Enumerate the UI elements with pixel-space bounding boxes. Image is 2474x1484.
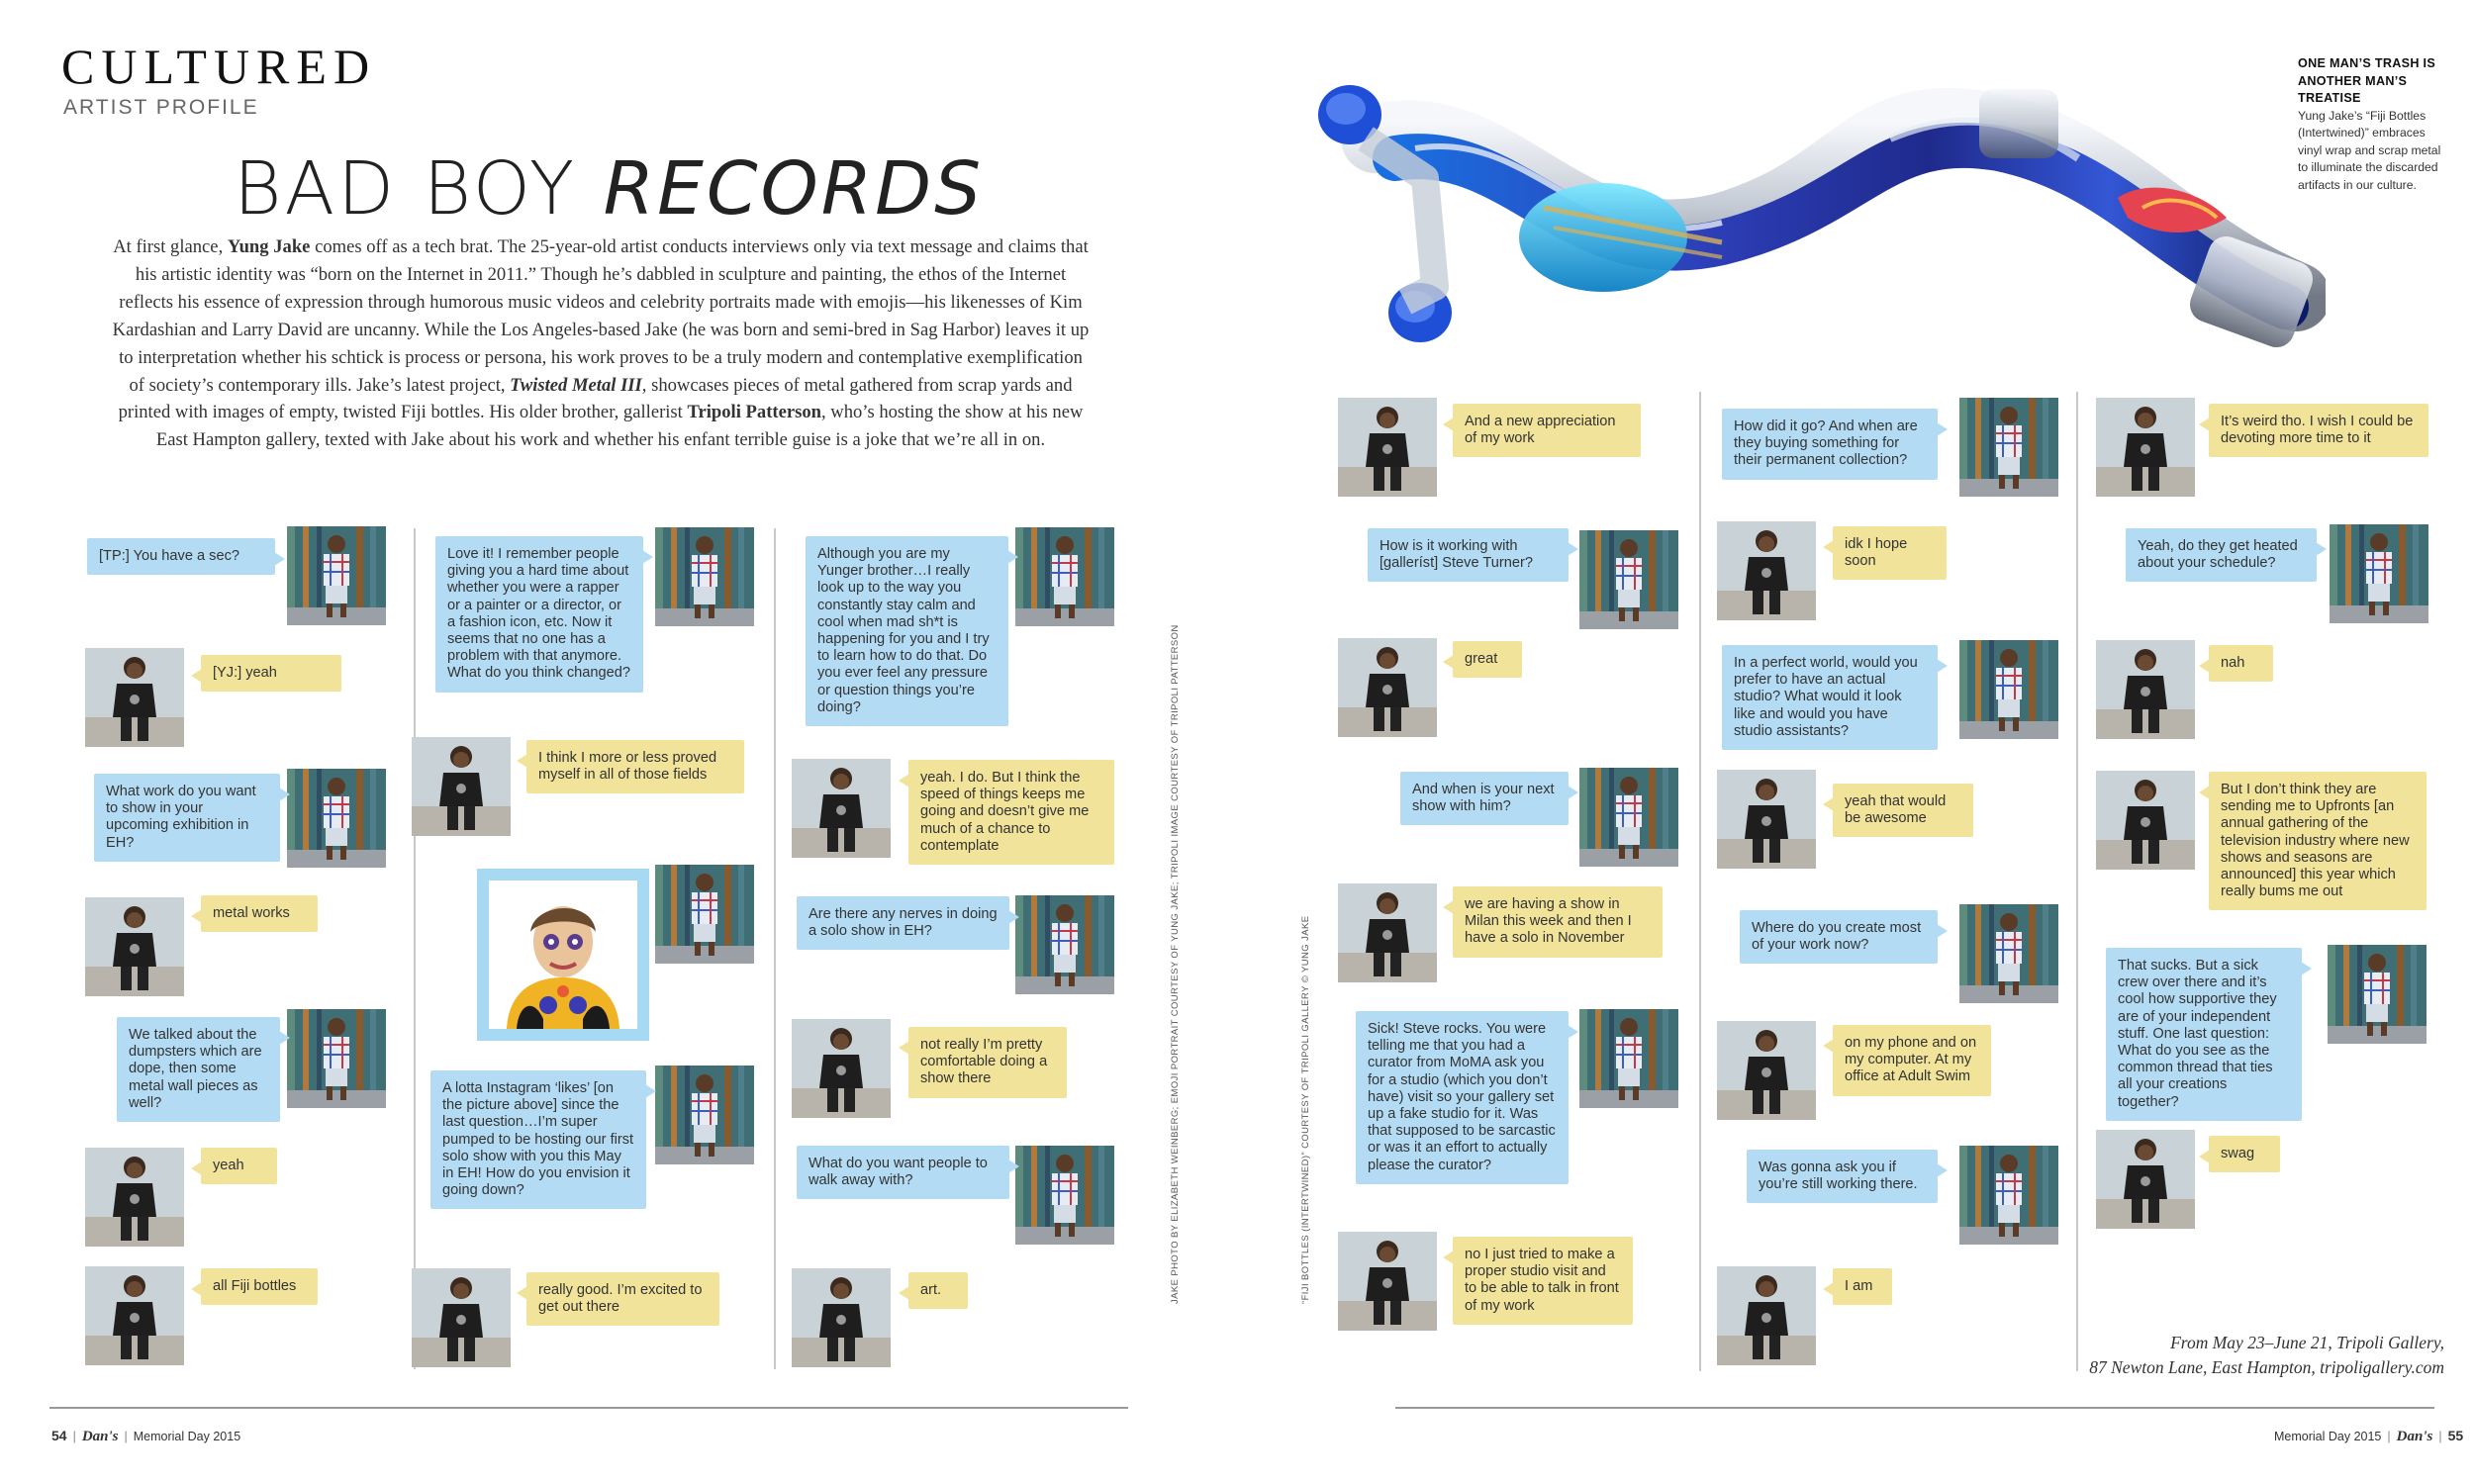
exhibition-address: 87 Newton Lane, East Hampton, tripoligallery.com [2089, 1357, 2444, 1377]
avatar-tripoli [1959, 904, 2058, 1003]
intro-text: At first glance, [113, 236, 228, 257]
message-tripoli: Although you are my Yunger brother…I really look up to the way you constantly stay calm and cool when mad sh*t is happening for you and I try to learn how to do that. Do you ever feel any pressure or question things you’re doing? [806, 536, 1008, 726]
artwork-caption [2298, 55, 2446, 194]
message-tripoli: That sucks. But a sick crew over there and it’s cool how supportive they are of your independent stuff. One last question: What do you see as the common thread that ties all your creations together? [2106, 948, 2302, 1121]
emoji-portrait-frame [477, 869, 649, 1041]
avatar-tripoli [1959, 640, 2058, 739]
exhibition-dates: From May 23–June 21, Tripoli Gallery, [2170, 1333, 2444, 1352]
message-tripoli: What do you want people to walk away with? [797, 1146, 1009, 1199]
message-jake: I am [1833, 1268, 1892, 1305]
avatar-tripoli [1015, 1146, 1114, 1245]
avatar-tripoli [287, 769, 386, 868]
issue-label-right: Memorial Day 2015 [2274, 1430, 2382, 1443]
avatar-tripoli [287, 526, 386, 625]
message-jake: yeah [201, 1148, 277, 1184]
column-divider [414, 528, 416, 1369]
intro-emphasis: Tripoli Patterson [687, 402, 821, 423]
message-tripoli: Yeah, do they get heated about your schedule? [2126, 528, 2317, 582]
avatar-tripoli [1579, 768, 1678, 867]
emoji-portrait-image [489, 881, 637, 1029]
avatar-jake [2096, 640, 2195, 739]
message-tripoli: Where do you create most of your work now? [1740, 910, 1938, 964]
message-tripoli: We talked about the dumpsters which are dope, then some metal wall pieces as well? [117, 1017, 280, 1122]
avatar-jake [792, 759, 891, 858]
avatar-jake [1717, 1266, 1816, 1365]
message-tripoli: Love it! I remember people giving you a hard time about whether you were a rapper or a painter or a director, or a fashion icon, etc. Now it seems that no one has a problem with that anymore. What do you think changed? [435, 536, 643, 693]
avatar-jake [85, 1148, 184, 1247]
intro-text: , who’s hosting the show at his new East Hampton gallery, texted with Jake about his work and whether his enfant terrible guise is a joke that we’re all in on. [155, 402, 1084, 451]
magazine-logo-left: Dan's [81, 1429, 119, 1444]
message-tripoli: Sick! Steve rocks. You were telling me that you had a curator from MoMA ask you for a studio (which you don’t have) visit so your gallery set up a fake studio for it. Was that supposed to be sarcastic or was it an effort to actually please the curator? [1356, 1011, 1569, 1184]
issue-label-left: Memorial Day 2015 [133, 1430, 241, 1443]
photo-credit-left: JAKE PHOTO BY ELIZABETH WEINBERG; EMOJI PORTRAIT COURTESY OF YUNG JAKE; TRIPOLI IMAGE COURTESY OF TRIPOLI PATTERSON [1170, 624, 1181, 1304]
message-jake: nah [2209, 645, 2273, 682]
column-divider [2076, 392, 2078, 1371]
headline-plain: BAD BOY [234, 146, 604, 232]
message-jake: yeah that would be awesome [1833, 784, 1973, 837]
page-number-left: 54 [51, 1428, 67, 1443]
message-tripoli: What work do you want to show in your upcoming exhibition in EH? [94, 774, 280, 862]
message-jake: metal works [201, 895, 318, 932]
intro-text: , showcases pieces of metal gathered from scrap yards and printed with images of empty, twisted Fiji bottles. His older brother, gallerist [118, 374, 1073, 423]
avatar-tripoli [2330, 524, 2428, 623]
avatar-jake [1338, 1232, 1437, 1331]
avatar-jake [792, 1019, 891, 1118]
avatar-tripoli [1959, 1146, 2058, 1245]
message-jake: on my phone and on my computer. At my office at Adult Swim [1833, 1025, 1991, 1096]
message-jake: not really I’m pretty comfortable doing a show there [908, 1027, 1067, 1098]
intro-emphasis: Yung Jake [227, 236, 311, 257]
exhibition-info [1940, 1331, 2444, 1380]
avatar-tripoli [287, 1009, 386, 1108]
section-label: ARTIST PROFILE [63, 96, 259, 119]
magazine-brand: CULTURED [61, 39, 377, 94]
message-jake: And a new appreciation of my work [1453, 404, 1641, 457]
avatar-tripoli [1015, 895, 1114, 994]
message-tripoli: How did it go? And when are they buying something for their permanent collection? [1722, 409, 1938, 480]
message-jake: [YJ:] yeah [201, 655, 341, 692]
message-jake: great [1453, 641, 1522, 678]
message-tripoli: And when is your next show with him? [1400, 772, 1569, 825]
message-jake: no I just tried to make a proper studio visit and to be able to talk in front of my work [1453, 1237, 1633, 1325]
intro-paragraph [111, 233, 1091, 454]
message-jake: all Fiji bottles [201, 1268, 318, 1305]
footer-right: Memorial Day 2015 | Dan's | 55 [2274, 1428, 2464, 1444]
avatar-jake [1338, 883, 1437, 982]
avatar-jake [412, 737, 511, 836]
avatar-tripoli [2328, 945, 2426, 1044]
column-divider [1699, 392, 1701, 1371]
avatar-jake [2096, 771, 2195, 870]
avatar-jake [1717, 1021, 1816, 1120]
message-jake: we are having a show in Milan this week and then I have a solo in November [1453, 886, 1663, 958]
message-jake: idk I hope soon [1833, 526, 1947, 580]
message-tripoli: Was gonna ask you if you’re still working there. [1747, 1150, 1938, 1203]
avatar-tripoli [655, 527, 754, 626]
avatar-jake [792, 1268, 891, 1367]
intro-emphasis: Twisted Metal III [510, 374, 642, 396]
message-jake: yeah. I do. But I think the speed of things keeps me going and doesn’t give me much of a chance to contemplate [908, 760, 1114, 865]
avatar-tripoli [1579, 1009, 1678, 1108]
avatar-jake [85, 1266, 184, 1365]
caption-body: Yung Jake’s “Fiji Bottles (Intertwined)” embraces vinyl wrap and scrap metal to illuminate the discarded artifacts in our culture. [2298, 108, 2441, 192]
magazine-logo-right: Dan's [2396, 1429, 2433, 1444]
message-jake: It’s weird tho. I wish I could be devoting more time to it [2209, 404, 2428, 457]
avatar-jake [412, 1268, 511, 1367]
message-tripoli: [TP:] You have a sec? [87, 538, 275, 575]
message-jake: I think I more or less proved myself in all of those fields [526, 740, 744, 793]
footer-left: 54 | Dan's | Memorial Day 2015 [51, 1428, 241, 1444]
avatar-jake [1717, 770, 1816, 869]
avatar-jake [2096, 1130, 2195, 1229]
avatar-jake [2096, 398, 2195, 497]
message-jake: art. [908, 1272, 968, 1309]
avatar-tripoli [1579, 530, 1678, 629]
message-tripoli: Are there any nerves in doing a solo show in EH? [797, 896, 1009, 950]
caption-title: ONE MAN’S TRASH IS ANOTHER MAN’S TREATISE [2298, 56, 2436, 105]
message-tripoli: A lotta Instagram ‘likes’ [on the picture above] since the last question…I’m super pumped to be hosting our first solo show with you this May in EH! How do you envision it going down? [430, 1070, 646, 1209]
avatar-jake [1338, 398, 1437, 497]
headline-italic: RECORDS [603, 146, 985, 232]
message-jake: But I don’t think they are sending me to Upfronts [an annual gathering of the television industry where new shows and seasons are announced] this year which really bums me out [2209, 772, 2426, 910]
message-jake: really good. I’m excited to get out there [526, 1272, 719, 1326]
article-headline [234, 146, 984, 232]
message-tripoli: How is it working with [galleríst] Steve Turner? [1368, 528, 1569, 582]
footer-rule-left [49, 1407, 1128, 1409]
avatar-jake [1717, 521, 1816, 620]
avatar-tripoli [655, 1066, 754, 1164]
avatar-jake [85, 897, 184, 996]
footer-rule-right [1395, 1407, 2434, 1409]
page-number-right: 55 [2447, 1428, 2464, 1443]
column-divider [774, 528, 776, 1369]
avatar-tripoli [1015, 527, 1114, 626]
message-tripoli: In a perfect world, would you prefer to have an actual studio? What would it look like and would you have studio assistants? [1722, 645, 1938, 750]
message-jake: swag [2209, 1136, 2280, 1172]
fiji-bottles-artwork [1306, 69, 2326, 386]
avatar-jake [85, 648, 184, 747]
avatar-jake [1338, 638, 1437, 737]
avatar-tripoli [1959, 398, 2058, 497]
avatar-tripoli [655, 865, 754, 964]
photo-credit-right: “FIJI BOTTLES (INTERTWINED)” COURTESY OF TRIPOLI GALLERY © YUNG JAKE [1300, 915, 1311, 1304]
intro-text: comes off as a tech brat. The 25-year-old artist conducts interviews only via text message and claims that his artistic identity was “born on the Internet in 2011.” Though he’s dabbled in sculpture and painting, the ethos of the Internet reflects his essence of expression through humorous music videos and celebrity portraits made with emojis—his likenesses of Kim Kardashian and Larry David are uncanny. While the Los Angeles-based Jake (he was born and semi-bred in Sag Harbor) leaves it up to interpretation whether his schtick is process or persona, his work proves to be a truly modern and contemplative exemplification of society’s contemporary ills. Jake’s latest project, [112, 236, 1090, 396]
